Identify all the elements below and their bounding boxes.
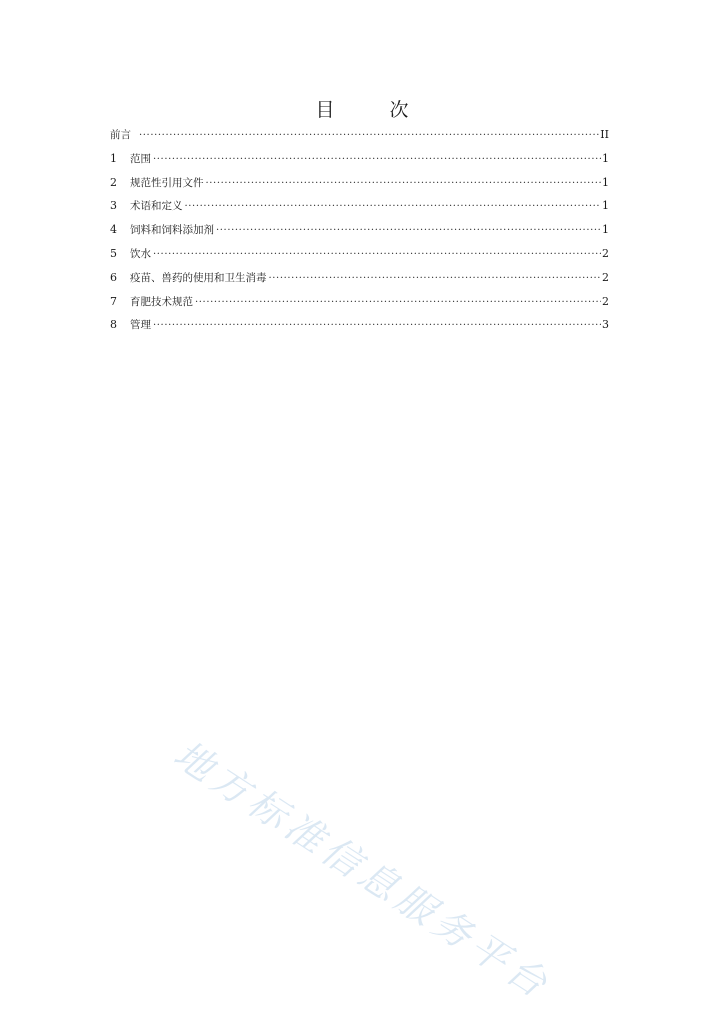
toc-entry-feed-additives[interactable] [110, 222, 609, 246]
toc-entry-page: 1 [602, 199, 609, 213]
toc-entry-page: II [600, 128, 609, 141]
toc-entry-page: 2 [602, 246, 609, 260]
toc-entry-number: 3 [110, 199, 117, 213]
toc-entry-page: 2 [602, 294, 609, 308]
watermark-text: 地方标准信息服务平台 [166, 731, 560, 1009]
toc-dot-leader [153, 152, 601, 168]
toc-dot-leader [206, 176, 602, 192]
toc-entry-label: 规范性引用文件 [130, 176, 204, 189]
toc-entry-number: 7 [110, 294, 117, 308]
toc-entry-label: 饲料和饲料添加剂 [130, 224, 214, 237]
toc-entry-management[interactable] [110, 317, 609, 341]
toc-entry-label: 范围 [130, 152, 151, 165]
toc-entry-page: 3 [602, 318, 609, 332]
toc-entry-label: 管理 [130, 319, 151, 332]
toc-entry-number: 6 [110, 270, 117, 284]
toc-entry-number: 2 [110, 175, 117, 189]
toc-entry-label: 术语和定义 [130, 200, 183, 213]
toc-entry-number: 4 [110, 223, 117, 237]
toc-entry-label: 育肥技术规范 [130, 295, 193, 308]
toc-dot-leader [139, 128, 599, 144]
toc-entry-number: 5 [110, 246, 117, 260]
toc-dot-leader [185, 199, 602, 215]
toc-entry-terms-definitions[interactable] [110, 198, 609, 222]
toc-dot-leader [153, 247, 601, 263]
table-of-contents [110, 127, 609, 341]
toc-dot-leader [153, 318, 601, 334]
toc-entry-fattening-technique[interactable] [110, 294, 609, 318]
toc-entry-number: 1 [110, 151, 117, 165]
toc-entry-drinking-water[interactable] [110, 246, 609, 270]
toc-dot-leader [195, 295, 601, 311]
toc-dot-leader [269, 271, 602, 287]
toc-entry-page: 2 [602, 270, 609, 284]
toc-entry-label: 疫苗、兽药的使用和卫生消毒 [130, 271, 267, 284]
toc-entry-normative-references[interactable] [110, 175, 609, 199]
toc-entry-scope[interactable] [110, 151, 609, 175]
toc-entry-vaccines-disinfection[interactable] [110, 270, 609, 294]
toc-entry-foreword[interactable] [110, 127, 609, 151]
toc-entry-page: 1 [602, 223, 609, 237]
toc-entry-page: 1 [602, 151, 609, 165]
toc-title: 目 次 [315, 99, 427, 121]
toc-dot-leader [216, 223, 601, 239]
toc-entry-label: 饮水 [130, 247, 151, 260]
toc-entry-label: 前言 [110, 129, 131, 141]
toc-entry-number: 8 [110, 318, 117, 332]
toc-entry-page: 1 [602, 175, 609, 189]
